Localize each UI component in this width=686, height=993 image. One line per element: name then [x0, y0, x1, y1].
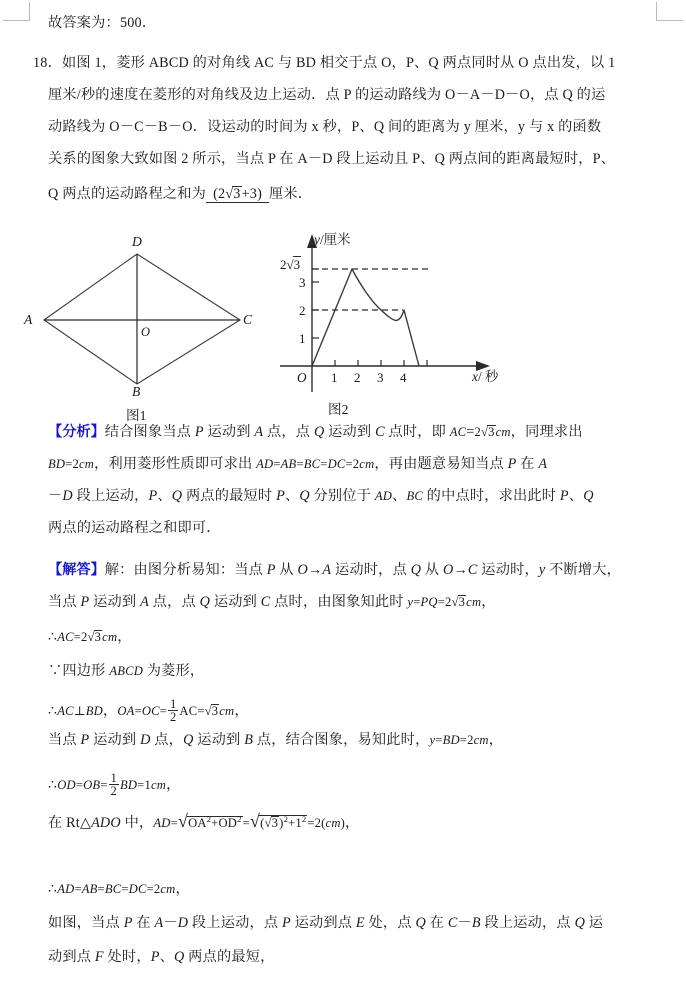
problem-line-4: 关系的图象大致如图 2 所示，当点 P 在 A－D 段上运动且 P、Q 两点间的距离最短时，P、 — [48, 151, 616, 167]
solution-line-2: 当点 P 运动到 A 点，点 Q 运动到 C 点时，由图象知此时 y=PQ=2√3cm， — [48, 594, 496, 610]
analysis-line-2: BD=2cm，利用菱形性质即可求出 AD=AB=BC=DC=2cm，再由题意易知当点 P 在 A — [48, 456, 548, 472]
rhombus-svg — [22, 232, 252, 392]
solution-line-11: 动到点 F 处时，P、Q 两点的最短， — [48, 949, 275, 965]
solution-line-10: 如图，当点 P 在 A－D 段上运动，点 P 运动到点 E 处，点 Q 在 C－B 段上运动，点 Q 运 — [48, 915, 604, 931]
problem-number-line: 18．如图 1，菱形 ABCD 的对角线 AC 与 BD 相交于点 O，P、Q 两点同时从 O 点出发，以 1 — [33, 55, 616, 71]
analysis-line-1: 【分析】结合图象当点 P 运动到 A 点，点 Q 运动到 C 点时，即 AC=2√3cm，同理求出 — [48, 424, 583, 440]
y-axis-ticks — [312, 269, 319, 338]
solution-line-8: 在 Rt△ADO 中，$AD=√OA^2+OD^2=√(√3)^2+1^2=2(cm)$， — [48, 811, 360, 831]
vertex-label-c: C — [243, 312, 253, 327]
solution-line-5: ∴AC⊥BD，OA=OC= $\frac{1}{2}$ AC=√3cm， — [48, 697, 249, 725]
x-tick-label-3: 3 — [377, 370, 384, 385]
curve-helper2 — [312, 269, 400, 366]
vertex-label-a: A — [24, 312, 33, 327]
solution-line-3: ∴AC=2√3cm， — [48, 629, 132, 645]
vertex-label-b: B — [132, 384, 141, 399]
problem-line-3: 动路线为 O－C－B－O．设运动的时间为 x 秒，P、Q 间的距离为 y 厘米，y 与 x 的函数 — [48, 119, 602, 135]
solution-line-9: ∴AD=AB=BC=DC=2cm， — [48, 881, 190, 897]
problem-line-5: Q 两点的运动路程之和为 (2√3+3) 厘米． — [48, 186, 313, 202]
y-axis-label: y/厘米 — [314, 232, 351, 247]
problem-line-2: 厘米/秒的速度在菱形的对角线及边上运动．点 P 的运动路线为 O－A－D－O，点 Q 的运 — [48, 87, 606, 103]
solution-line-4: ∵四边形 ABCD 为菱形， — [48, 663, 205, 679]
crop-mark-top-right — [656, 2, 683, 21]
data-curve — [312, 269, 419, 366]
origin-label: O — [297, 370, 307, 385]
solution-line-6: 当点 P 运动到 D 点，Q 运动到 B 点，结合图象，易知此时，y=BD=2cm， — [48, 732, 504, 748]
analysis-line-4: 两点的运动路程之和即可． — [48, 520, 221, 536]
x-axis-label: x/ 秒 — [472, 369, 499, 384]
figure-2-caption: 图2 — [328, 402, 349, 417]
x-axis-ticks — [335, 360, 427, 366]
figure-1-rhombus — [22, 232, 253, 423]
previous-answer-line: 故答案为：500． — [48, 15, 157, 31]
x-tick-label-2: 2 — [354, 370, 361, 385]
rhombus-outline — [44, 254, 240, 384]
crop-mark-top-left — [3, 2, 30, 21]
figure-1-caption: 图1 — [126, 408, 147, 423]
solution-line-1: 【解答】解：由图分析易知：当点 P 从 O→A 运动时，点 Q 从 O→C 运动时，y 不断增大， — [48, 562, 622, 578]
y-tick-label-2: 2 — [299, 303, 306, 318]
vertex-label-d: D — [132, 234, 142, 249]
analysis-label: 【分析】 — [48, 424, 105, 440]
x-tick-label-4: 4 — [400, 370, 407, 385]
y-tick-label-3: 3 — [299, 275, 306, 290]
x-tick-label-1: 1 — [331, 370, 338, 385]
analysis-line-3: －D 段上运动，P、Q 两点的最短时 P、Q 分别位于 AD、BC 的中点时，求出此时 P、Q — [48, 488, 594, 504]
y-tick-label-2sqrt3: 2√3 — [280, 257, 301, 272]
solution-line-7: ∴OD=OB= $\frac{1}{2}$ BD=1cm， — [48, 771, 181, 799]
figure-2-graph — [268, 226, 518, 417]
curve-helper — [312, 269, 395, 366]
answer-blank[interactable]: (2√3+3) — [206, 186, 269, 203]
center-label-o: O — [141, 325, 150, 339]
y-tick-label-1: 1 — [299, 331, 306, 346]
solution-label: 【解答】 — [48, 562, 105, 578]
